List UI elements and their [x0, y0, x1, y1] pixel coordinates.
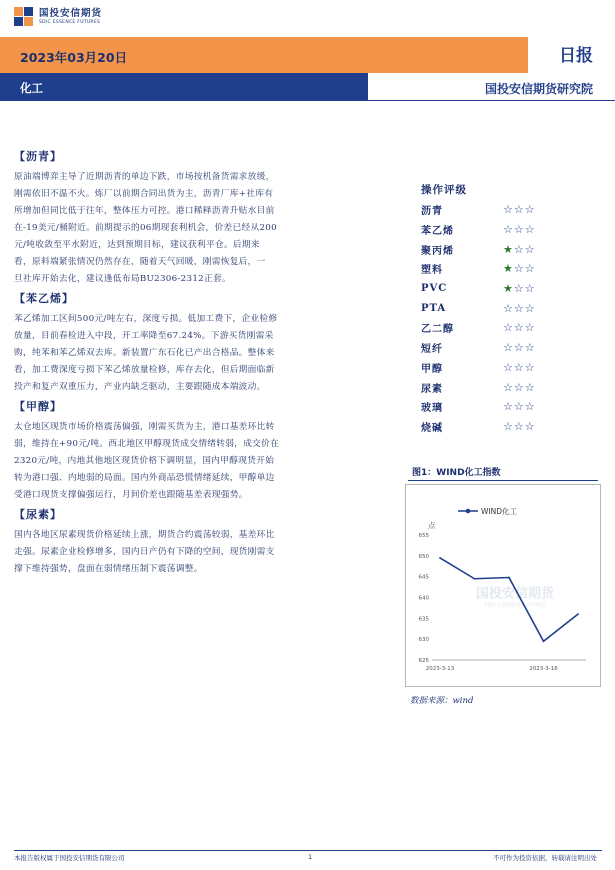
rating-stars: [503, 283, 551, 294]
rating-product-name: 短纤: [421, 344, 443, 356]
star-outline-icon: ☆: [524, 282, 535, 296]
section-title: 【苯乙烯】: [14, 292, 74, 305]
paragraph-line: 投产和复产双重压力，产业内缺乏驱动，主要跟随成本端波动。: [14, 382, 266, 392]
sector-label: 化工: [20, 81, 43, 95]
star-outline-icon: ☆: [513, 282, 524, 296]
paragraph-line: 国内各地区尿素现货价格延续上涨，期货合约震荡较弱，基差环比: [14, 530, 275, 540]
ratings-title: 操作评级: [421, 184, 467, 196]
watermark-text: 国投安信期货: [475, 586, 555, 602]
y-tick-label: 630: [418, 637, 429, 644]
rating-row: [421, 358, 551, 378]
rating-row: [421, 397, 551, 417]
legend-marker: [466, 509, 471, 514]
watermark-subtext: SDIC ESSENCE FUTURES: [484, 602, 546, 609]
star-outline-icon: ☆: [513, 262, 524, 276]
y-tick-label: 655: [418, 533, 429, 539]
page-number: 1: [308, 853, 313, 861]
star-outline-icon: ☆: [503, 419, 513, 433]
star-filled-icon: ★: [503, 242, 513, 256]
paragraph-line: 原油端博弈主导了近期沥青的单边下跌，市场按机备货需求放缓，: [14, 172, 275, 182]
section-title: 【尿素】: [14, 508, 62, 521]
data-source: 数据来源：wind: [410, 696, 474, 706]
star-outline-icon: ☆: [513, 242, 524, 256]
rating-product-name: PVC: [421, 283, 448, 295]
rating-row: [421, 377, 551, 397]
section-paragraph: [14, 169, 392, 288]
star-outline-icon: ☆: [513, 400, 524, 414]
y-tick-label: 645: [418, 574, 429, 581]
rating-stars: [503, 263, 551, 274]
paragraph-line: 撑下维持强势，盘面在弱情绪压制下震荡调整。: [14, 564, 203, 574]
star-outline-icon: ☆: [503, 400, 513, 414]
footer-disclaimer: 不可作为投资依据，转载请注明出处: [493, 854, 597, 862]
department-name: 国投安信期货研究院: [484, 82, 593, 96]
rating-stars: [503, 421, 551, 432]
x-tick-label: 2023-3-16: [529, 666, 558, 672]
report-date: 2023年03月20日: [20, 50, 128, 65]
rating-row: [421, 417, 551, 437]
rating-product-name: 玻璃: [421, 403, 443, 415]
rating-product-name: 聚丙烯: [421, 245, 454, 257]
logo-subtext: SDIC ESSENCE FUTURES: [39, 19, 101, 25]
star-outline-icon: ☆: [524, 419, 535, 433]
rating-row: [421, 318, 551, 338]
data-point: [577, 613, 579, 615]
commentary-section: [14, 398, 392, 504]
paragraph-line: 元/吨收敛至平水附近，达到预期目标，建议获利平仓。后期来: [14, 240, 260, 250]
paragraph-line: 受港口现货支撑偏强运行，月间价差也跟随基差表现强势。: [14, 490, 248, 500]
rating-row: [421, 200, 551, 220]
rating-product-name: 甲醇: [421, 363, 443, 375]
star-outline-icon: ☆: [524, 242, 535, 256]
paragraph-line: 转为港口强、内地弱的局面。国内外商品恐慌情绪延续，甲醇单边: [14, 473, 275, 483]
star-outline-icon: ☆: [503, 380, 513, 394]
star-outline-icon: ☆: [513, 380, 524, 394]
rating-row: [421, 239, 551, 259]
y-tick-label: 640: [418, 595, 429, 602]
rating-stars: [503, 382, 551, 393]
rating-stars: [503, 322, 551, 333]
star-outline-icon: ☆: [513, 321, 524, 335]
commentary-section: [14, 506, 392, 578]
paragraph-line: 所增加但同比低于往年，整体压力可控。港口稀释沥青升贴水目前: [14, 206, 275, 216]
commentary-column: [14, 148, 392, 580]
star-outline-icon: ☆: [524, 380, 535, 394]
rating-row: [421, 259, 551, 279]
star-outline-icon: ☆: [513, 419, 524, 433]
rating-stars: [503, 342, 551, 353]
paragraph-line: 旦社库开始去化，建议逢低布局BU2306-2312正套。: [14, 274, 231, 284]
star-outline-icon: ☆: [513, 341, 524, 355]
star-outline-icon: ☆: [524, 223, 535, 237]
star-outline-icon: ☆: [524, 203, 535, 217]
commentary-section: [14, 290, 392, 396]
paragraph-line: 太仓地区现货市场价格震荡偏强，刚需买货为主，港口基差环比转: [14, 422, 275, 432]
star-outline-icon: ☆: [524, 262, 535, 276]
commentary-section: [14, 148, 392, 288]
paragraph-line: 弱，维持在+90元/吨。西北地区甲醇现货成交情绪转弱，成交价在: [14, 439, 280, 449]
star-outline-icon: ☆: [513, 203, 524, 217]
y-axis-label: 点: [428, 521, 436, 530]
paragraph-line: 看，原料端紧张情况仍然存在，随着天气回暖，刚需恢复后，一: [14, 257, 266, 267]
paragraph-line: 苯乙烯加工区间500元/吨左右，深度亏损。低加工费下，企业检修: [14, 314, 278, 324]
rating-product-name: PTA: [421, 302, 447, 314]
rating-row: [421, 220, 551, 240]
rating-stars: [503, 204, 551, 215]
data-point: [474, 578, 476, 580]
rating-stars: [503, 224, 551, 235]
rating-row: [421, 279, 551, 299]
rating-product-name: 苯乙烯: [421, 226, 454, 238]
star-outline-icon: ☆: [513, 223, 524, 237]
company-logo: [14, 7, 102, 27]
rating-product-name: 沥青: [421, 206, 443, 218]
logo-text: 国投安信期货: [39, 8, 103, 19]
ratings-list: [421, 200, 551, 436]
star-outline-icon: ☆: [524, 321, 535, 335]
star-filled-icon: ★: [503, 262, 513, 276]
section-title: 【甲醇】: [14, 400, 62, 413]
rating-stars: [503, 362, 551, 373]
star-outline-icon: ☆: [513, 301, 524, 315]
logo-mark-icon: [14, 7, 34, 27]
section-paragraph: [14, 527, 392, 578]
header-band-navy: [0, 73, 368, 101]
section-paragraph: [14, 419, 392, 504]
star-outline-icon: ☆: [524, 400, 535, 414]
x-tick-label: 2023-3-13: [425, 666, 455, 672]
star-outline-icon: ☆: [503, 321, 513, 335]
paragraph-line: 看，加工费深度亏损下苯乙烯放量检修，库存去化，但后期面临新: [14, 365, 275, 375]
footer-copyright: 本报告版权属于国投安信期货有限公司: [14, 854, 125, 862]
chart-container: [405, 484, 601, 687]
paragraph-line: 走强。尿素企业检修增多，国内日产仍有下降的空间，现货刚需支: [14, 547, 275, 557]
rating-stars: [503, 303, 551, 314]
section-paragraph: [14, 311, 392, 396]
paragraph-line: 2320元/吨，内地其他地区现货价格下调明显，国内甲醇现货开始: [14, 456, 275, 466]
rating-product-name: 塑料: [421, 265, 443, 277]
rating-product-name: 烧碱: [421, 422, 443, 434]
paragraph-line: 购，纯苯和苯乙烯双去库。新装置广东石化已产出合格品。整体来: [14, 348, 275, 358]
rating-stars: [503, 244, 551, 255]
star-outline-icon: ☆: [503, 301, 513, 315]
line-chart: [406, 485, 600, 686]
star-outline-icon: ☆: [524, 301, 535, 315]
star-outline-icon: ☆: [524, 341, 535, 355]
star-outline-icon: ☆: [503, 341, 513, 355]
data-point: [508, 577, 510, 579]
data-point: [543, 640, 545, 642]
y-tick-label: 625: [418, 658, 429, 664]
figure-caption: 图1：WIND化工指数: [408, 465, 598, 481]
star-filled-icon: ★: [503, 282, 513, 296]
rating-product-name: 乙二醇: [421, 324, 454, 336]
star-outline-icon: ☆: [513, 360, 524, 374]
star-outline-icon: ☆: [503, 223, 513, 237]
y-tick-label: 650: [418, 553, 429, 560]
y-tick-label: 635: [418, 616, 429, 623]
star-outline-icon: ☆: [503, 360, 513, 374]
paragraph-line: 刚需依旧不温不火。炼厂以前期合同出货为主，沥青厂库+社库有: [14, 189, 274, 199]
legend-label: WIND化工: [481, 507, 518, 516]
star-outline-icon: ☆: [524, 360, 535, 374]
rating-row: [421, 338, 551, 358]
rating-product-name: 尿素: [421, 383, 443, 395]
paragraph-line: 在-19美元/桶附近。前期提示的06期现套利机会，价差已经从200: [14, 223, 277, 233]
header-divider: [368, 100, 615, 101]
report-type: 日报: [559, 46, 593, 66]
data-point: [439, 557, 441, 559]
section-title: 【沥青】: [14, 150, 62, 163]
rating-stars: [503, 401, 551, 412]
footer-divider: [14, 850, 602, 851]
rating-row: [421, 298, 551, 318]
star-outline-icon: ☆: [503, 203, 513, 217]
paragraph-line: 放量，目前春检进入中段，开工率降至67.24%。下游买货刚需采: [14, 331, 274, 341]
